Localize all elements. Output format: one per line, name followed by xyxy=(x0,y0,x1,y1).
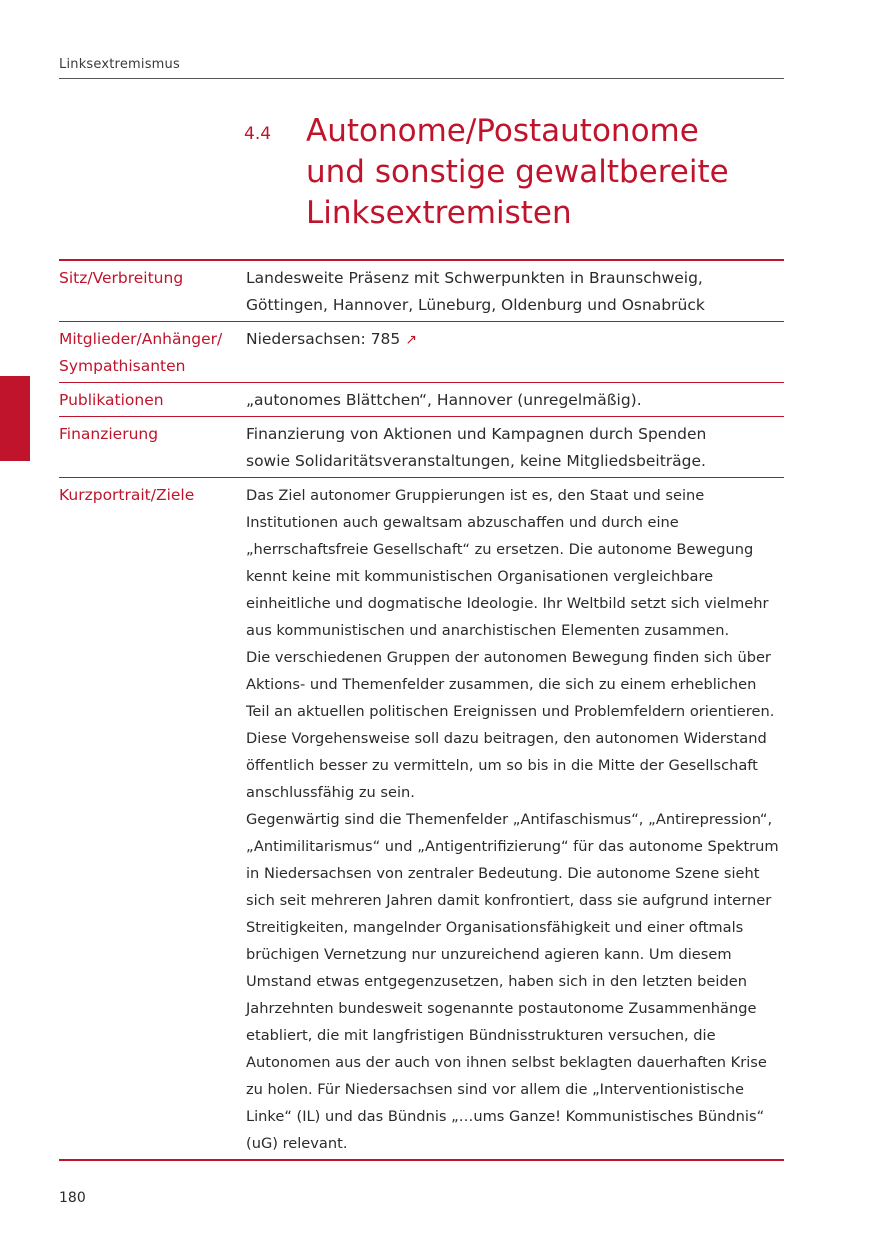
value-sitz-line-1: Landesweite Präsenz mit Schwerpunkten in Braunschweig, xyxy=(246,269,703,287)
chapter-side-tab xyxy=(0,376,30,461)
value-finanzierung xyxy=(246,417,784,478)
row-publikationen xyxy=(59,383,784,417)
value-mitglieder xyxy=(246,322,784,383)
label-mitglieder xyxy=(59,322,246,383)
arrow-up-right-icon: ↗ xyxy=(405,332,417,348)
label-sitz: Sitz/Verbreitung xyxy=(59,269,184,287)
section-title-line-3: Linksextremisten xyxy=(306,195,572,231)
kurzportrait-paragraph-2: Die verschiedenen Gruppen der autonomen Bewegung finden sich über Aktions- und Themenfelder zusammen, die sich zu einem erheblichen Teil an aktuellen politischen Ereignissen und Problemfeldern orientieren. Diese Vorgehensweise soll dazu beitragen, den autonomen Widerstand öffentlich besser zu vermitteln, um so bis in die Mitte der Gesellschaft anschlussfähig zu sein. xyxy=(246,649,775,801)
value-mitglieder-text: Niedersachsen: 785 xyxy=(246,330,401,348)
row-kurzportrait xyxy=(59,478,784,1161)
kurzportrait-paragraph-3: Gegenwärtig sind die Themenfelder „Antifaschismus“, „Antirepression“, „Antimilitarismus“ und „Antigentrifizierung“ für das autonome Spektrum in Niedersachsen von zentraler Bedeutung. Die autonome Szene sieht sich seit mehreren Jahren damit konfrontiert, dass sie aufgrund interner Streitigkeiten, mangelnder Organisationsfähigkeit und einer oftmals brüchigen Vernetzung nur unzureichend agieren kann. Um diesem Umstand etwas entgegenzusetzen, haben sich in den letzten beiden Jahrzehnten bundesweit sogenannte postautonome Zusammenhänge etabliert, die mit langfristigen Bündnisstrukturen versuchen, die Autonomen aus der auch von ihnen selbst beklagten dauerhaften Krise zu holen. Für Niedersachsen sind vor allem die „Interventionistische Linke“ (IL) und das Bündnis „…ums Ganze! Kommunistisches Bündnis“ (uG) relevant. xyxy=(246,811,779,1152)
label-mitglieder-line-1: Mitglieder/Anhänger/ xyxy=(59,330,223,348)
header-rule xyxy=(59,78,784,79)
running-head: Linksextremismus xyxy=(59,57,180,72)
row-finanzierung xyxy=(59,417,784,478)
section-title-line-1: Autonome/Postautonome xyxy=(306,113,699,149)
section-title xyxy=(306,111,786,234)
label-kurzportrait: Kurzportrait/Ziele xyxy=(59,486,195,504)
value-finanzierung-line-1: Finanzierung von Aktionen und Kampagnen durch Spenden xyxy=(246,425,707,443)
page-number: 180 xyxy=(59,1190,86,1206)
section-title-line-2: und sonstige gewaltbereite xyxy=(306,154,729,190)
section-number: 4.4 xyxy=(244,124,272,144)
fact-table xyxy=(59,259,784,1161)
value-publikationen: „autonomes Blättchen“, Hannover (unregelmäßig). xyxy=(246,391,642,409)
label-finanzierung: Finanzierung xyxy=(59,425,159,443)
label-mitglieder-line-2: Sympathisanten xyxy=(59,357,186,375)
value-sitz xyxy=(246,260,784,322)
value-sitz-line-2: Göttingen, Hannover, Lüneburg, Oldenburg und Osnabrück xyxy=(246,296,705,314)
value-finanzierung-line-2: sowie Solidaritätsveranstaltungen, keine Mitgliedsbeiträge. xyxy=(246,452,706,470)
row-sitz xyxy=(59,260,784,322)
kurzportrait-paragraph-1: Das Ziel autonomer Gruppierungen ist es, den Staat und seine Institutionen auch gewaltsam abzuschaffen und durch eine „herrschaftsfreie Gesellschaft“ zu ersetzen. Die autonome Bewegung kennt keine mit kommunistischen Organisationen vergleichbare einheitliche und dogmatische Ideologie. Ihr Weltbild setzt sich vielmehr aus kommunistischen und anarchistischen Elementen zusammen. xyxy=(246,487,769,639)
label-publikationen: Publikationen xyxy=(59,391,164,409)
value-kurzportrait xyxy=(246,478,784,1161)
row-mitglieder xyxy=(59,322,784,383)
